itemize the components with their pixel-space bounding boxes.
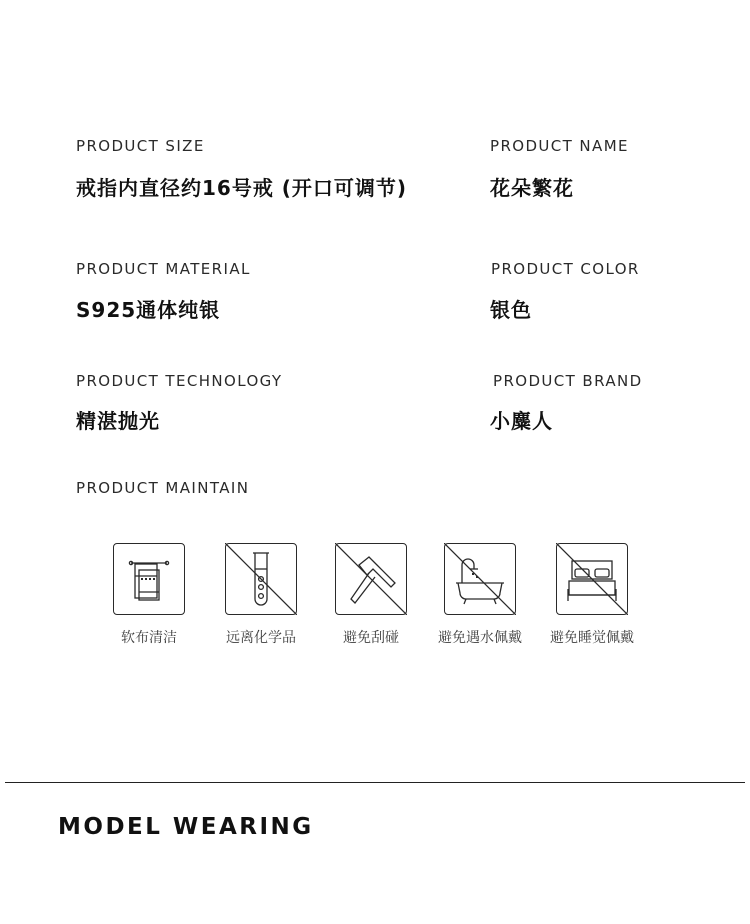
product-size-label: PRODUCT SIZE — [76, 137, 205, 155]
product-technology-value: 精湛抛光 — [76, 409, 160, 433]
towel-icon — [113, 543, 185, 615]
product-brand-label: PRODUCT BRAND — [493, 372, 643, 390]
maintain-caption: 避免睡觉佩戴 — [550, 630, 634, 646]
product-technology-label: PRODUCT TECHNOLOGY — [76, 372, 283, 390]
maintain-caption: 远离化学品 — [226, 630, 296, 646]
product-name-value: 花朵繁花 — [490, 176, 574, 200]
product-material-label: PRODUCT MATERIAL — [76, 260, 251, 278]
no-hammer-icon — [335, 543, 407, 615]
maintain-caption: 避免刮碰 — [343, 630, 399, 646]
product-maintain-label: PRODUCT MAINTAIN — [76, 479, 250, 497]
maintain-item-no-sleep — [532, 543, 652, 647]
product-brand-value: 小麋人 — [490, 409, 553, 433]
product-color-label: PRODUCT COLOR — [491, 260, 640, 278]
maintain-caption: 避免遇水佩戴 — [438, 630, 522, 646]
maintain-caption: 软布清洁 — [121, 630, 177, 646]
product-size-value: 戒指内直径约16号戒 (开口可调节) — [76, 176, 408, 200]
maintain-item-no-chemicals — [201, 543, 321, 647]
model-wearing-title: MODEL WEARING — [58, 814, 314, 840]
maintain-item-no-water — [420, 543, 540, 647]
maintain-item-soft-cloth — [89, 543, 209, 647]
no-sleep-icon — [556, 543, 628, 615]
maintain-item-no-scratch — [311, 543, 431, 647]
product-material-value: S925通体纯银 — [76, 298, 221, 322]
product-name-label: PRODUCT NAME — [490, 137, 629, 155]
section-divider — [5, 782, 745, 783]
no-bath-icon — [444, 543, 516, 615]
product-color-value: 银色 — [490, 298, 532, 322]
no-chemicals-icon — [225, 543, 297, 615]
